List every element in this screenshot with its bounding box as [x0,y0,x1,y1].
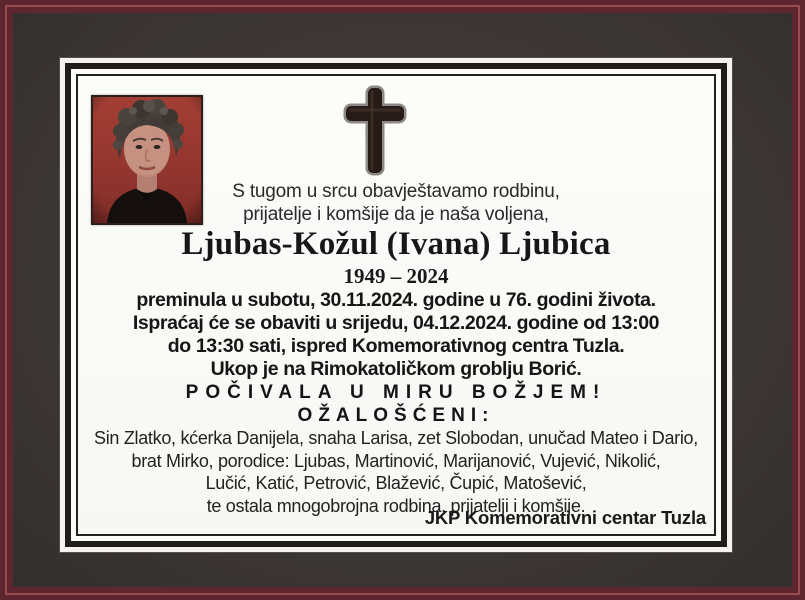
card-content [78,76,714,534]
mourners-list [78,427,714,517]
details-line-1: preminula u subotu, 30.11.2024. godine u 76. godini života. [136,289,656,311]
mourners-line-3: Lučić, Katić, Petrović, Blažević, Čupić, Matošević, [205,473,587,493]
details-line-2: Ispraćaj će se obaviti u srijedu, 04.12.2024. godine od 13:00 [132,312,660,334]
details-line-4: Ukop je na Rimokatoličkom groblju Borić. [210,358,582,380]
mourners-line-1: Sin Zlatko, kćerka Danijela, snaha Larisa, zet Slobodan, unučad Mateo i Dario, [94,428,698,448]
mourners-heading: OŽALOŠĆENI: [297,405,495,426]
mourners-line-4: te ostala mnogobrojna rodbina, prijatelji i komšije. [206,495,586,516]
intro-line-2: prijatelje i komšije da je naša voljena, [243,204,549,225]
details-line-3: do 13:30 sati, ispred Komemorativnog centra Tuzla. [167,335,625,357]
deceased-name: Ljubas-Kožul (Ivana) Ljubica [181,226,611,262]
intro-line-1: S tugom u srcu obavještavamo rodbinu, [232,181,560,202]
obituary-card [65,63,727,547]
intro-paragraph [78,76,714,226]
birth-death-years: 1949 – 2024 [343,264,449,288]
funeral-details [78,289,714,381]
funeral-home-signature: JKP Komemorativni centar Tuzla [424,507,706,528]
card-inner-frame [76,74,716,536]
mourners-line-2: brat Mirko, porodice: Ljubas, Martinović, Marijanović, Vujević, Nikolić, [131,450,661,471]
rest-in-peace-line: POČIVALA U MIRU BOŽJEM! [185,382,607,403]
obituary-text [78,76,714,534]
